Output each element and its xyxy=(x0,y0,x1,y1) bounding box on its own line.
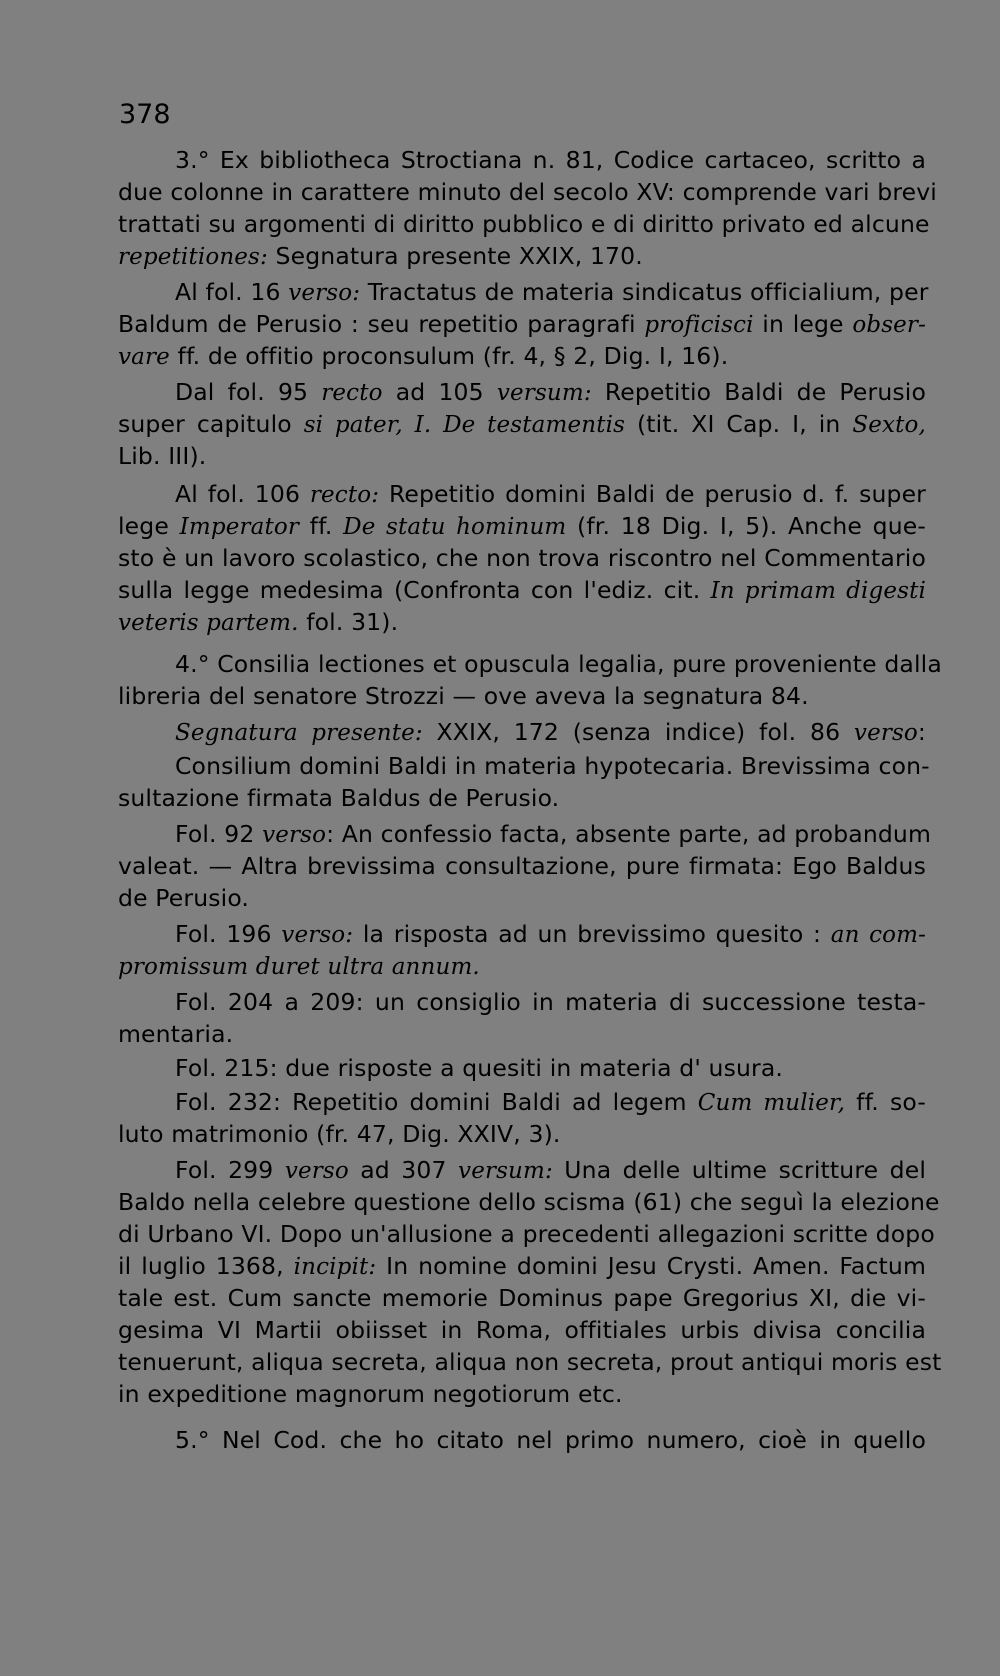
text-line: promissum duret ultra annum. xyxy=(118,954,480,980)
page-number: 378 xyxy=(119,99,171,130)
text-line: sultazione firmata Baldus de Perusio. xyxy=(118,784,560,812)
text-line: due colonne in carattere minuto del secolo XV: comprende vari brevi xyxy=(118,178,937,206)
text-line: Fol. 299 verso ad 307 versum: Una delle ultime scritture del xyxy=(175,1156,927,1184)
text-line: Fol. 196 verso: la risposta ad un brevissimo quesito : an com- xyxy=(175,920,926,948)
text-line: veteris partem. fol. 31). xyxy=(118,608,399,636)
text-line: sulla legge medesima (Confronta con l'ediz. cit. In primam digesti xyxy=(118,576,926,604)
text-line: luto matrimonio (fr. 47, Dig. XXIV, 3). xyxy=(118,1120,561,1148)
text-line: Baldum de Perusio : seu repetitio paragrafi proficisci in lege obser- xyxy=(118,310,926,338)
text-line: vare ff. de offitio proconsulum (fr. 4, § 2, Dig. I, 16). xyxy=(118,342,729,370)
text-line: tenuerunt, aliqua secreta, aliqua non secreta, prout antiqui moris est xyxy=(118,1348,942,1376)
text-line: di Urbano VI. Dopo un'allusione a precedenti allegazioni scritte dopo xyxy=(118,1220,935,1248)
text-line: Fol. 204 a 209: un consiglio in materia di successione testa- xyxy=(175,988,926,1016)
text-line: valeat. — Altra brevissima consultazione, pure firmata: Ego Baldus xyxy=(118,852,926,880)
text-line: Lib. III). xyxy=(118,442,207,470)
text-line: super capitulo si pater, I. De testamentis (tit. XI Cap. I, in Sexto, xyxy=(118,410,926,438)
text-line: Segnatura presente: XXIX, 172 (senza indice) fol. 86 verso: xyxy=(175,718,926,746)
text-line: Fol. 92 verso: An confessio facta, absente parte, ad probandum xyxy=(175,820,932,848)
text-line: Fol. 215: due risposte a quesiti in materia d' usura. xyxy=(175,1054,784,1082)
text-line: sto è un lavoro scolastico, che non trova riscontro nel Commentario xyxy=(118,544,926,572)
text-line: 5.° Nel Cod. che ho citato nel primo numero, cioè in quello xyxy=(175,1426,926,1454)
text-line: gesima VI Martii obiisset in Roma, offitiales urbis divisa concilia xyxy=(118,1316,926,1344)
text-line: Baldo nella celebre questione dello scisma (61) che seguì la elezione xyxy=(118,1188,940,1216)
text-line: lege Imperator ff. De statu hominum (fr. 18 Dig. I, 5). Anche que- xyxy=(118,512,926,540)
text-line: 3.° Ex bibliotheca Stroctiana n. 81, Codice cartaceo, scritto a xyxy=(175,146,926,174)
text-line: Fol. 232: Repetitio domini Baldi ad legem Cum mulier, ff. so- xyxy=(175,1088,926,1116)
text-line: 4.° Consilia lectiones et opuscula legalia, pure proveniente dalla xyxy=(175,650,942,678)
text-line: Al fol. 106 recto: Repetitio domini Baldi de perusio d. f. super xyxy=(175,480,926,508)
text-line: mentaria. xyxy=(118,1020,234,1048)
text-line: Dal fol. 95 recto ad 105 versum: Repetitio Baldi de Perusio xyxy=(175,378,926,406)
text-line: Al fol. 16 verso: Tractatus de materia sindicatus officialium, per xyxy=(175,278,929,306)
text-line: trattati su argomenti di diritto pubblico e di diritto privato ed alcune xyxy=(118,210,930,238)
text-line: il luglio 1368, incipit: In nomine domini Jesu Crysti. Amen. Factum xyxy=(118,1252,927,1280)
text-line: tale est. Cum sancte memorie Dominus pape Gregorius XI, die vi- xyxy=(118,1284,926,1312)
text-line: de Perusio. xyxy=(118,884,250,912)
text-line: libreria del senatore Strozzi — ove aveva la segnatura 84. xyxy=(118,682,809,710)
text-line: repetitiones: Segnatura presente XXIX, 170. xyxy=(118,242,643,270)
text-line: in expeditione magnorum negotiorum etc. xyxy=(118,1380,623,1408)
text-line: Consilium domini Baldi in materia hypotecaria. Brevissima con- xyxy=(175,752,930,780)
